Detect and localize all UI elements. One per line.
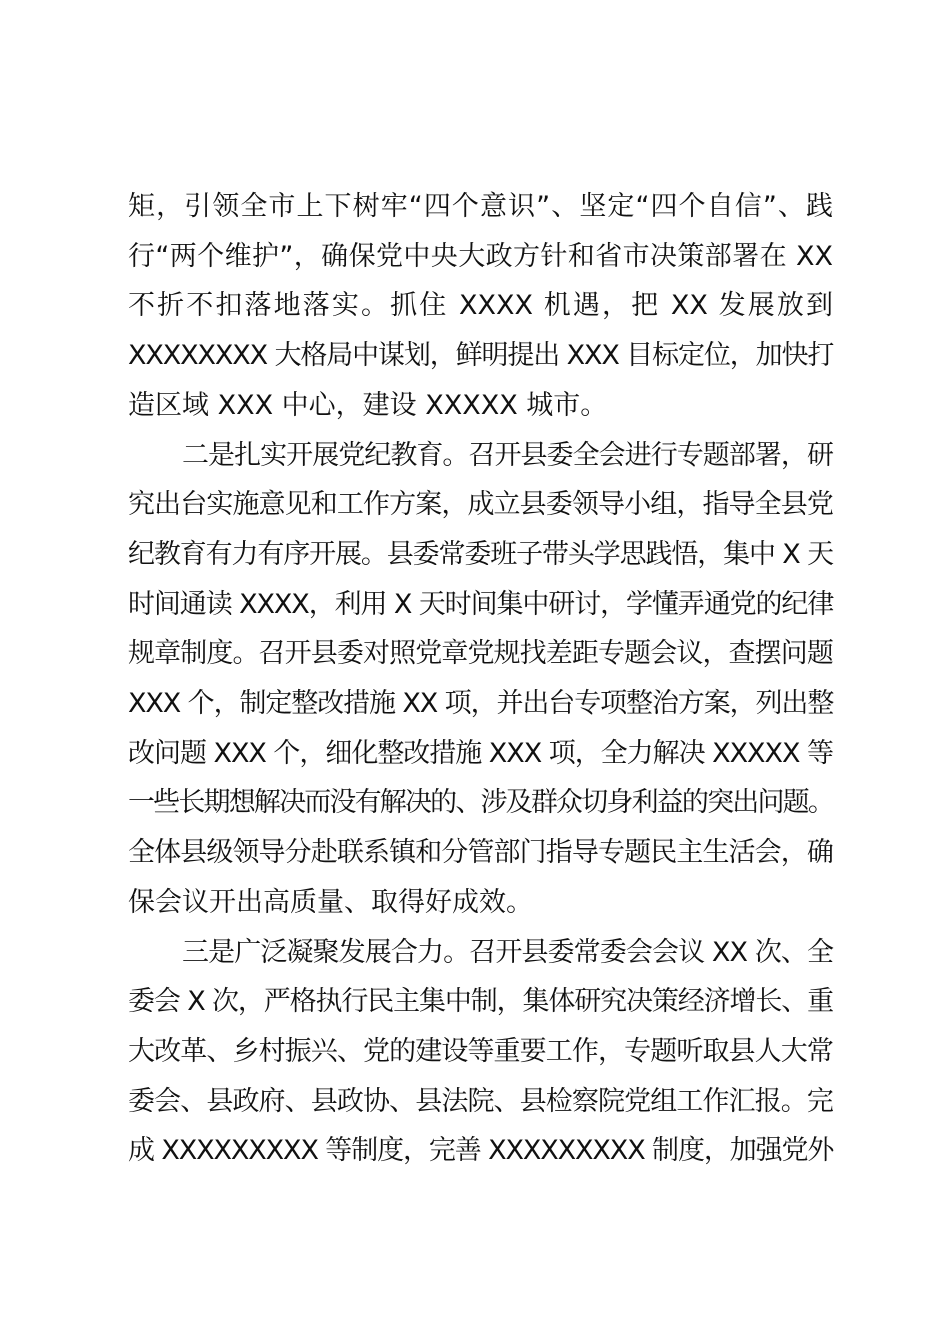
text-line: 三是广泛凝聚发展合力。召开县委常委会会议 XX 次、全	[182, 936, 834, 968]
text-line: 矩，引领全市上下树牢“四个意识”、坚定“四个自信”、践	[128, 191, 833, 222]
text-line: XXX 个，制定整改措施 XX 项，并出台专项整治方案，列出整	[128, 688, 834, 720]
text-line: 究出台实施意见和工作方案，成立县委领导小组，指导全县党	[128, 489, 833, 521]
paragraph-2	[128, 431, 833, 928]
paragraph-3	[128, 928, 833, 1177]
paragraph-1	[128, 182, 833, 431]
body-text	[128, 182, 833, 1176]
text-line: 造区域 XXX 中心，建设 XXXXX 城市。	[128, 389, 608, 421]
text-line: 时间通读 XXXX，利用 X 天时间集中研讨，学懂弄通党的纪律	[128, 588, 834, 620]
text-line: 行“两个维护”，确保党中央大政方针和省市决策部署在 XX	[128, 240, 833, 272]
text-line: 一些长期想解决而没有解决的、涉及群众切身利益的突出问题。	[128, 787, 834, 819]
text-line: 保会议开出高质量、取得好成效。	[128, 886, 533, 918]
text-line: 委会 X 次，严格执行民主集中制，集体研究决策经济增长、重	[128, 986, 833, 1018]
text-line: 成 XXXXXXXXX 等制度，完善 XXXXXXXXX 制度，加强党外	[128, 1135, 834, 1167]
text-line: 大改革、乡村振兴、党的建设等重要工作，专题听取县人大常	[128, 1035, 833, 1067]
text-line: 二是扎实开展党纪教育。召开县委全会进行专题部署，研	[182, 439, 833, 471]
text-line: 不折不扣落地落实。抓住 XXXX 机遇，把 XX 发展放到	[128, 290, 833, 322]
text-line: 改问题 XXX 个，细化整改措施 XXX 项，全力解决 XXXXX 等	[128, 737, 833, 769]
text-line: 规章制度。召开县委对照党章党规找差距专题会议，查摆问题	[128, 638, 833, 670]
text-line: XXXXXXXX 大格局中谋划，鲜明提出 XXX 目标定位，加快打	[128, 340, 834, 372]
text-line: 委会、县政府、县政协、县法院、县检察院党组工作汇报。完	[128, 1085, 833, 1117]
text-line: 全体县级领导分赴联系镇和分管部门指导专题民主生活会，确	[128, 837, 833, 869]
text-line: 纪教育有力有序开展。县委常委班子带头学思践悟，集中 X 天	[128, 538, 833, 570]
